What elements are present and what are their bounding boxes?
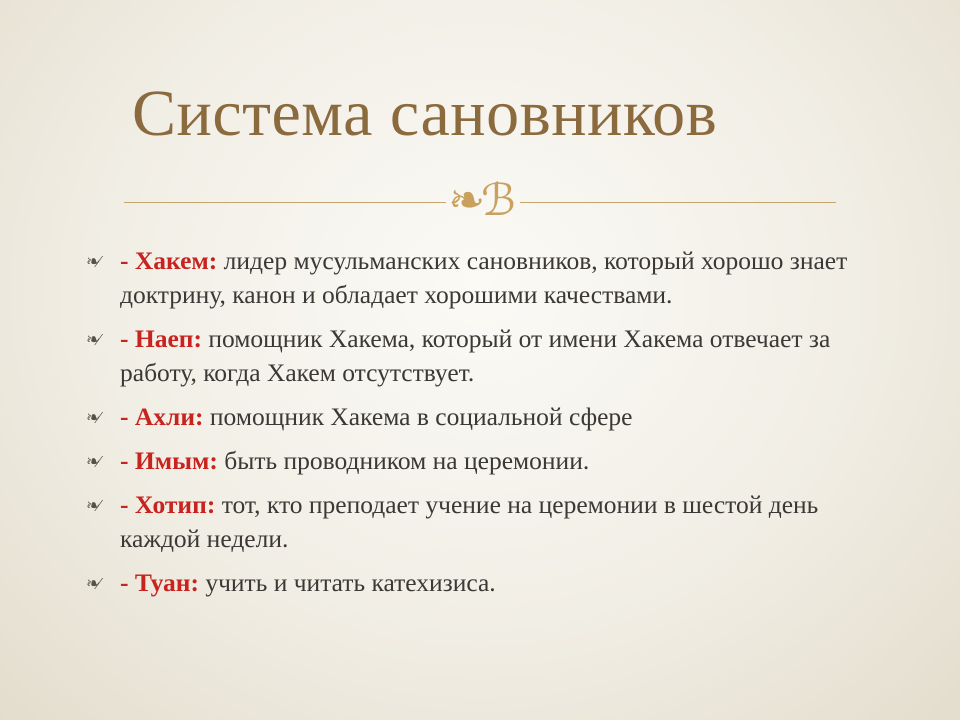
- divider-line-right: [520, 202, 836, 203]
- term-label: - Имым:: [120, 446, 218, 475]
- term-definition: помощник Хакема, который от имени Хакема отвечает за работу, когда Хакем отсутствует.: [120, 324, 831, 387]
- list-item: [86, 400, 886, 434]
- decorative-bullet-icon: ❧⁄: [86, 408, 98, 427]
- term-label: - Хакем:: [120, 246, 218, 275]
- term-definition: быть проводником на церемонии.: [224, 446, 590, 475]
- list-item: [86, 566, 886, 600]
- term-definition: лидер мусульманских сановников, который хорошо знает доктрину, канон и обладает хорошими качествами.: [120, 246, 848, 309]
- decorative-bullet-icon: ❧⁄: [86, 252, 98, 271]
- list-item: [86, 488, 886, 556]
- list-item: [86, 444, 886, 478]
- term-definition: тот, кто преподает учение на церемонии в шестой день каждой недели.: [120, 490, 819, 553]
- decorative-bullet-icon: ❧⁄: [86, 330, 98, 349]
- term-label: - Туан:: [120, 568, 199, 597]
- term-label: - Наеп:: [120, 324, 202, 353]
- divider-line-left: [124, 202, 446, 203]
- term-definition: учить и читать катехизиса.: [205, 568, 496, 597]
- term-label: - Хотип:: [120, 490, 216, 519]
- term-definition: помощник Хакема в социальной сфере: [209, 402, 633, 431]
- definitions-list: [86, 244, 886, 610]
- slide-title: Система сановников: [132, 77, 718, 150]
- decorative-bullet-icon: ❧⁄: [86, 452, 98, 471]
- term-label: - Ахли:: [120, 402, 204, 431]
- ornate-flourish-icon: ❧ℬ: [448, 176, 512, 225]
- list-item: [86, 244, 886, 312]
- list-item: [86, 322, 886, 390]
- decorative-bullet-icon: ❧⁄: [86, 496, 98, 515]
- decorative-bullet-icon: ❧⁄: [86, 574, 98, 593]
